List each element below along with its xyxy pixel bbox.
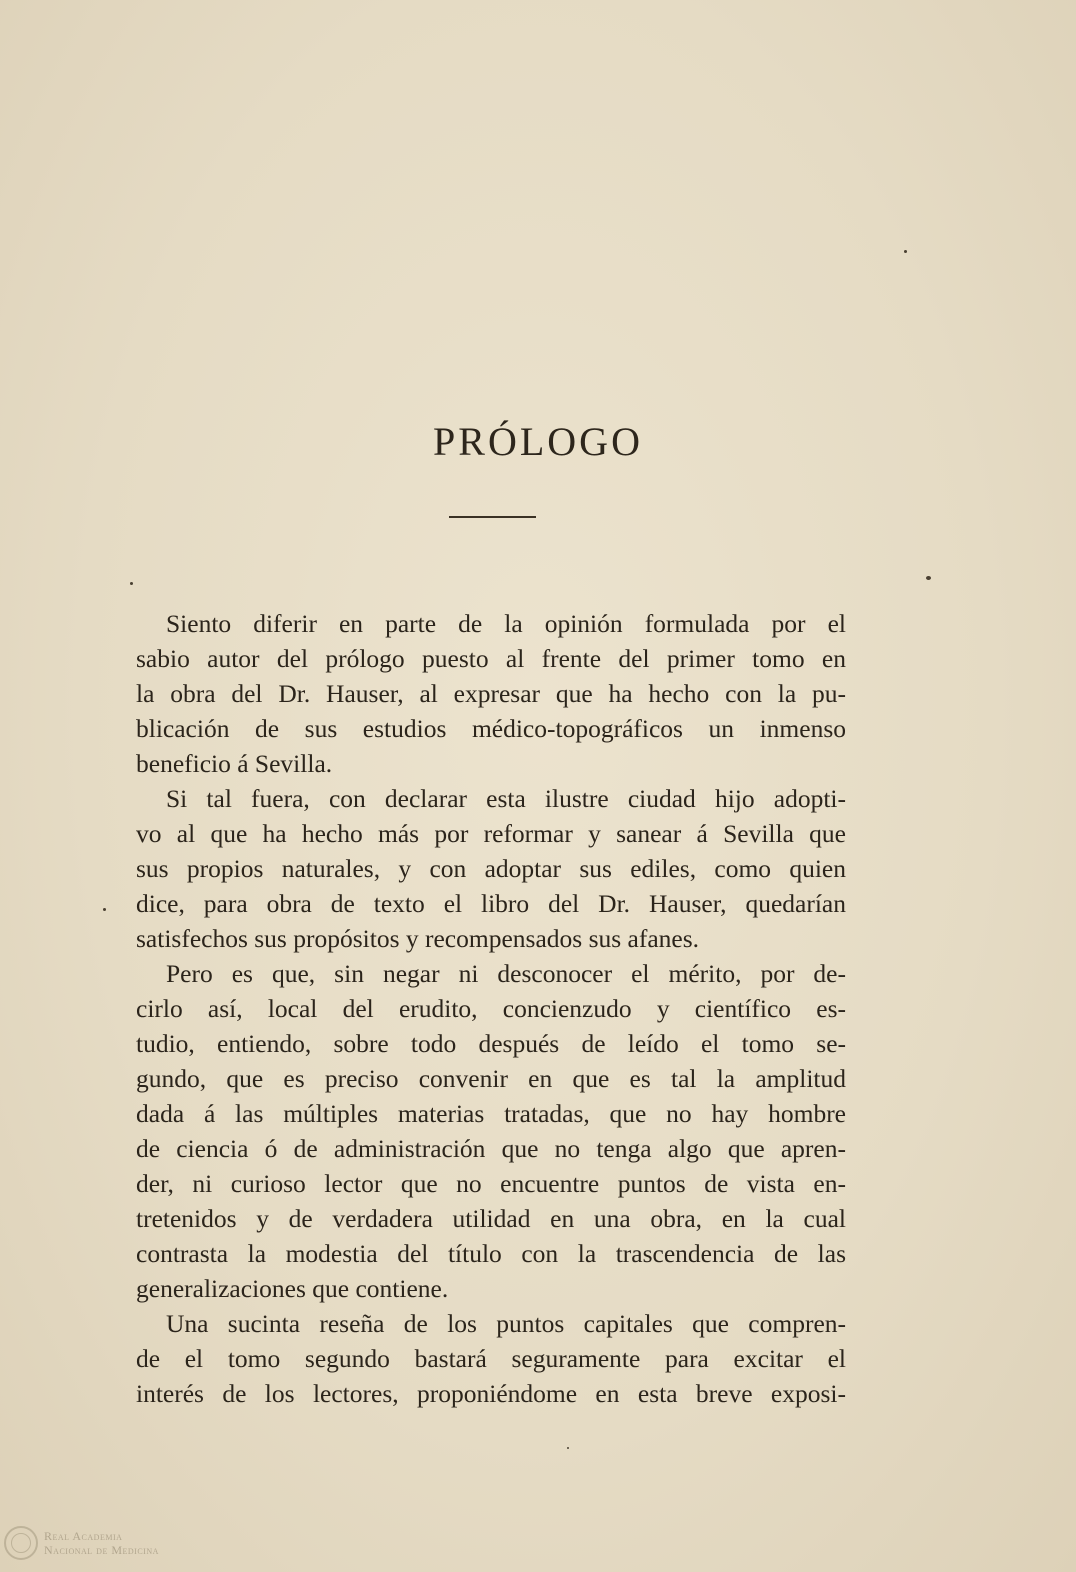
paper-speck [904, 250, 907, 253]
text-line: vo al que ha hecho más por reformar y sanear á Sevilla que [136, 819, 846, 848]
academy-seal-icon [4, 1526, 38, 1560]
paper-speck [130, 582, 133, 585]
text-line: la obra del Dr. Hauser, al expresar que ha hecho con la pu- [136, 679, 846, 708]
library-watermark [4, 1526, 159, 1560]
text-line: cirlo así, local del erudito, concienzudo y científico es- [136, 994, 846, 1023]
text-line: gundo, que es preciso convenir en que es tal la amplitud [136, 1064, 846, 1093]
text-line: beneficio á Sevilla. [136, 749, 333, 778]
paragraph [136, 781, 846, 956]
text-line: tretenidos y de verdadera utilidad en una obra, en la cual [136, 1204, 846, 1233]
text-line: de el tomo segundo bastará seguramente para excitar el [136, 1344, 846, 1373]
text-line: de ciencia ó de administración que no tenga algo que apren- [136, 1134, 846, 1163]
paragraph [136, 956, 846, 1306]
paragraph [136, 606, 846, 781]
text-line: interés de los lectores, proponiéndome en esta breve exposi- [136, 1379, 846, 1408]
watermark-text: Real Academia Nacional de Medicina [44, 1529, 159, 1557]
text-line: Siento diferir en parte de la opinión formulada por el [166, 609, 846, 638]
text-line: satisfechos sus propósitos y recompensados sus afanes. [136, 924, 700, 953]
body-text [136, 606, 846, 1411]
text-line: dada á las múltiples materias tratadas, que no hay hombre [136, 1099, 846, 1128]
text-line: generalizaciones que contiene. [136, 1274, 449, 1303]
text-line: Una sucinta reseña de los puntos capitales que compren- [166, 1309, 846, 1338]
text-line: dice, para obra de texto el libro del Dr. Hauser, quedarían [136, 889, 846, 918]
title-rule [449, 516, 536, 518]
text-line: contrasta la modestia del título con la trascendencia de las [136, 1239, 846, 1268]
chapter-title: PRÓLOGO [433, 419, 643, 464]
text-line: der, ni curioso lector que no encuentre puntos de vista en- [136, 1169, 846, 1198]
text-line: tudio, entiendo, sobre todo después de leído el tomo se- [136, 1029, 846, 1058]
paper-speck [567, 1447, 569, 1449]
text-line: sabio autor del prólogo puesto al frente del primer tomo en [136, 644, 846, 673]
text-line: Si tal fuera, con declarar esta ilustre ciudad hijo adopti- [166, 784, 846, 813]
text-line: blicación de sus estudios médico-topográficos un inmenso [136, 714, 846, 743]
text-line: sus propios naturales, y con adoptar sus ediles, como quien [136, 854, 846, 883]
paper-speck [926, 576, 931, 580]
paragraph [136, 1306, 846, 1411]
paper-speck [103, 908, 106, 911]
text-line: Pero es que, sin negar ni desconocer el mérito, por de- [166, 959, 846, 988]
